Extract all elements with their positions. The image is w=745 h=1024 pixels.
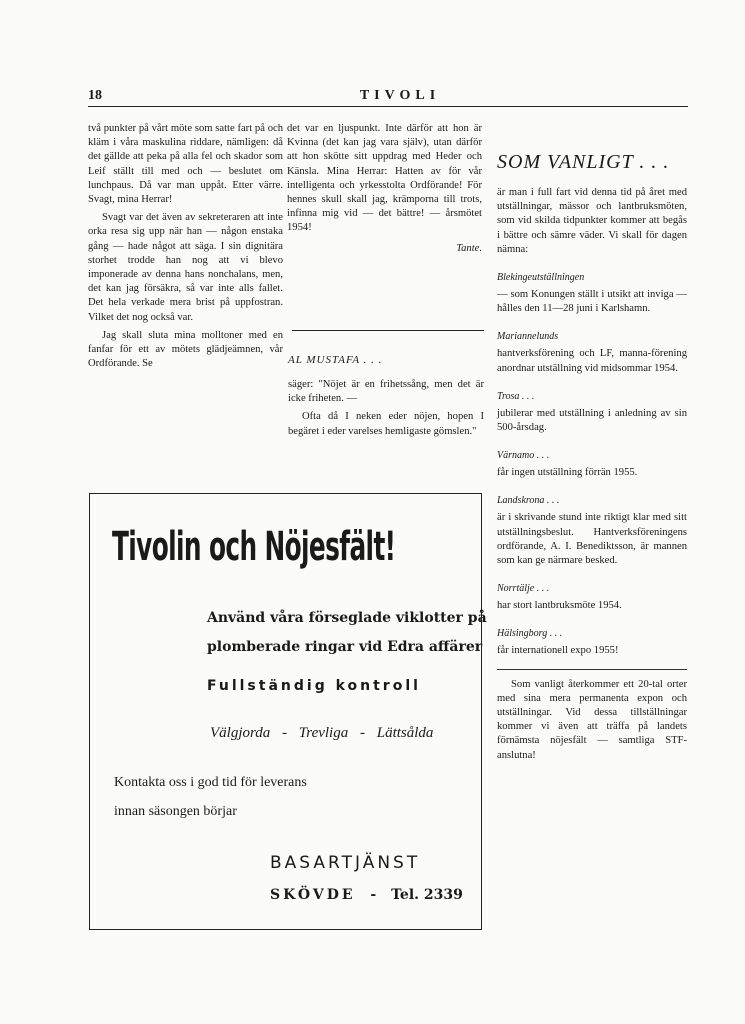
ad-line: Använd våra förseglade viklotter på bbox=[207, 610, 487, 626]
running-title: TIVOLI bbox=[359, 88, 441, 103]
column-3-rule bbox=[497, 669, 687, 670]
ad-tagline bbox=[210, 725, 433, 742]
advertisement-box bbox=[89, 493, 487, 930]
ad-contact: Kontakta oss i god tid för leverans bbox=[114, 775, 307, 790]
page-number: 18 bbox=[88, 88, 102, 103]
tag-dash: - bbox=[282, 725, 288, 741]
col1-paragraph: två punkter på vårt möte som satte fart på och kläm i våra maskulina riddare, nämligen: då det gällde att peka på alla fel och skador som Leif ställt till med och — beslutet om lunchpaus. Då var man uppåt. Etter värre. Svagt, mina Herrar! bbox=[88, 123, 283, 206]
outro-paragraph: Som vanligt återkommer ett 20-tal orter med sina mera permanenta expon och utställningar. Vid dessa tillställningar kommer vi även att träffa på landets förnämsta nöjesfält — samtliga STF-anslutna! bbox=[497, 678, 687, 761]
column-3 bbox=[497, 150, 687, 767]
item-head: Värnamo . . . bbox=[497, 450, 550, 462]
item-head: Landskrona . . . bbox=[497, 495, 560, 507]
ad-city: SKÖVDE bbox=[270, 887, 356, 903]
signature: Tante. bbox=[456, 242, 482, 254]
ad-control-line: Fullständig kontroll bbox=[207, 678, 421, 694]
column-2-rule bbox=[292, 330, 484, 331]
item-head: Norrtälje . . . bbox=[497, 583, 550, 595]
ad-address bbox=[270, 887, 463, 903]
item-text: har stort lantbruksmöte 1954. bbox=[497, 600, 622, 612]
item-text: hantverksförening och LF, manna-förening anordnar utställning vid midsommar 1954. bbox=[497, 348, 687, 374]
ad-line: plomberade ringar vid Edra affärer bbox=[207, 639, 483, 655]
section-title: SOM VANLIGT . . . bbox=[497, 151, 670, 173]
item-text: är i skrivande stund inte riktigt klar med sitt utställningsbeslut. Hantverksföreningens ordförande, A. I. Benediktsson, är mannen som kan ge närmare besked. bbox=[497, 512, 687, 567]
item-head: Mariannelunds bbox=[497, 331, 559, 343]
col2-paragraph: det var en ljuspunkt. Inte därför att hon är Kvinna (det kan jag vara själv), utan därför att hon skötte sitt uppdrag med Heder och Känsla. Mina Herrar: Hatten av för vår intelligenta och yrkesstolta Ordförande! För hennes skull skall jag, krämporna till trots, infinna mig vid — det bättre! — årsmötet 1954! bbox=[287, 123, 482, 234]
item-text: får internationell expo 1955! bbox=[497, 645, 619, 657]
column-1 bbox=[88, 122, 283, 375]
item-text: jubilerar med utställning i anledning av sin 500-årsdag. bbox=[497, 407, 687, 434]
item-head: Hälsingborg . . . bbox=[497, 628, 563, 640]
column-2 bbox=[287, 122, 482, 264]
item-head: Trosa . . . bbox=[497, 390, 535, 402]
tag-3: Lättsålda bbox=[376, 725, 434, 741]
item-text: får ingen utställning förrän 1955. bbox=[497, 467, 638, 479]
item-text: — som Konungen ställt i utsikt att inviga — hålles den 11—28 juni i Karlshamn. bbox=[497, 289, 687, 315]
col1-paragraph: Svagt var det även av sekreteraren att inte orka resa sig upp när han — någon enstaka gång — hade något att säga. I sin dignitära storhet trodde han nog att vi blevo imponerade av denna hans nonchalans, men, det kan jag försäkra, så var inte alls fallet. Det hela verkade mera brist på uppfostran. Vilket det nog också var. bbox=[88, 212, 283, 323]
quote-paragraph: Ofta då I neken eder nöjen, hopen I begäret i eder varelses hemligaste gömslen." bbox=[288, 411, 484, 437]
ad-contact: innan säsongen börjar bbox=[114, 804, 237, 819]
item-head: Blekingeutställningen bbox=[497, 272, 585, 284]
quote-paragraph: säger: "Nöjet är en frihetssång, men det är icke friheten. — bbox=[288, 379, 484, 405]
col1-paragraph: Jag skall sluta mina molltoner med en fanfar för ett av mötets glädjeämnen, vår Ordförande. Se bbox=[88, 329, 283, 370]
ad-tel: Tel. 2339 bbox=[391, 887, 463, 903]
ad-company: BASARTJÄNST bbox=[270, 853, 421, 873]
tag-2: Trevliga bbox=[298, 725, 349, 741]
al-mustafa-heading: AL MUSTAFA . . . bbox=[288, 354, 383, 366]
al-mustafa-quote bbox=[288, 378, 484, 443]
tag-dash: - bbox=[359, 725, 365, 741]
header-rule bbox=[88, 106, 688, 107]
tag-1: Välgjorda bbox=[210, 725, 271, 741]
ad-title: Tivolin och Nöjesfält! bbox=[112, 524, 396, 570]
intro-paragraph: är man i full fart vid denna tid på året med utställningar, mässor och lantbruksmöten, som vid skilda tidpunkter kommer att begås i bättre och sämre väder. Vi skall för dagen nämna: bbox=[497, 187, 687, 255]
ad-dash: - bbox=[370, 887, 377, 903]
